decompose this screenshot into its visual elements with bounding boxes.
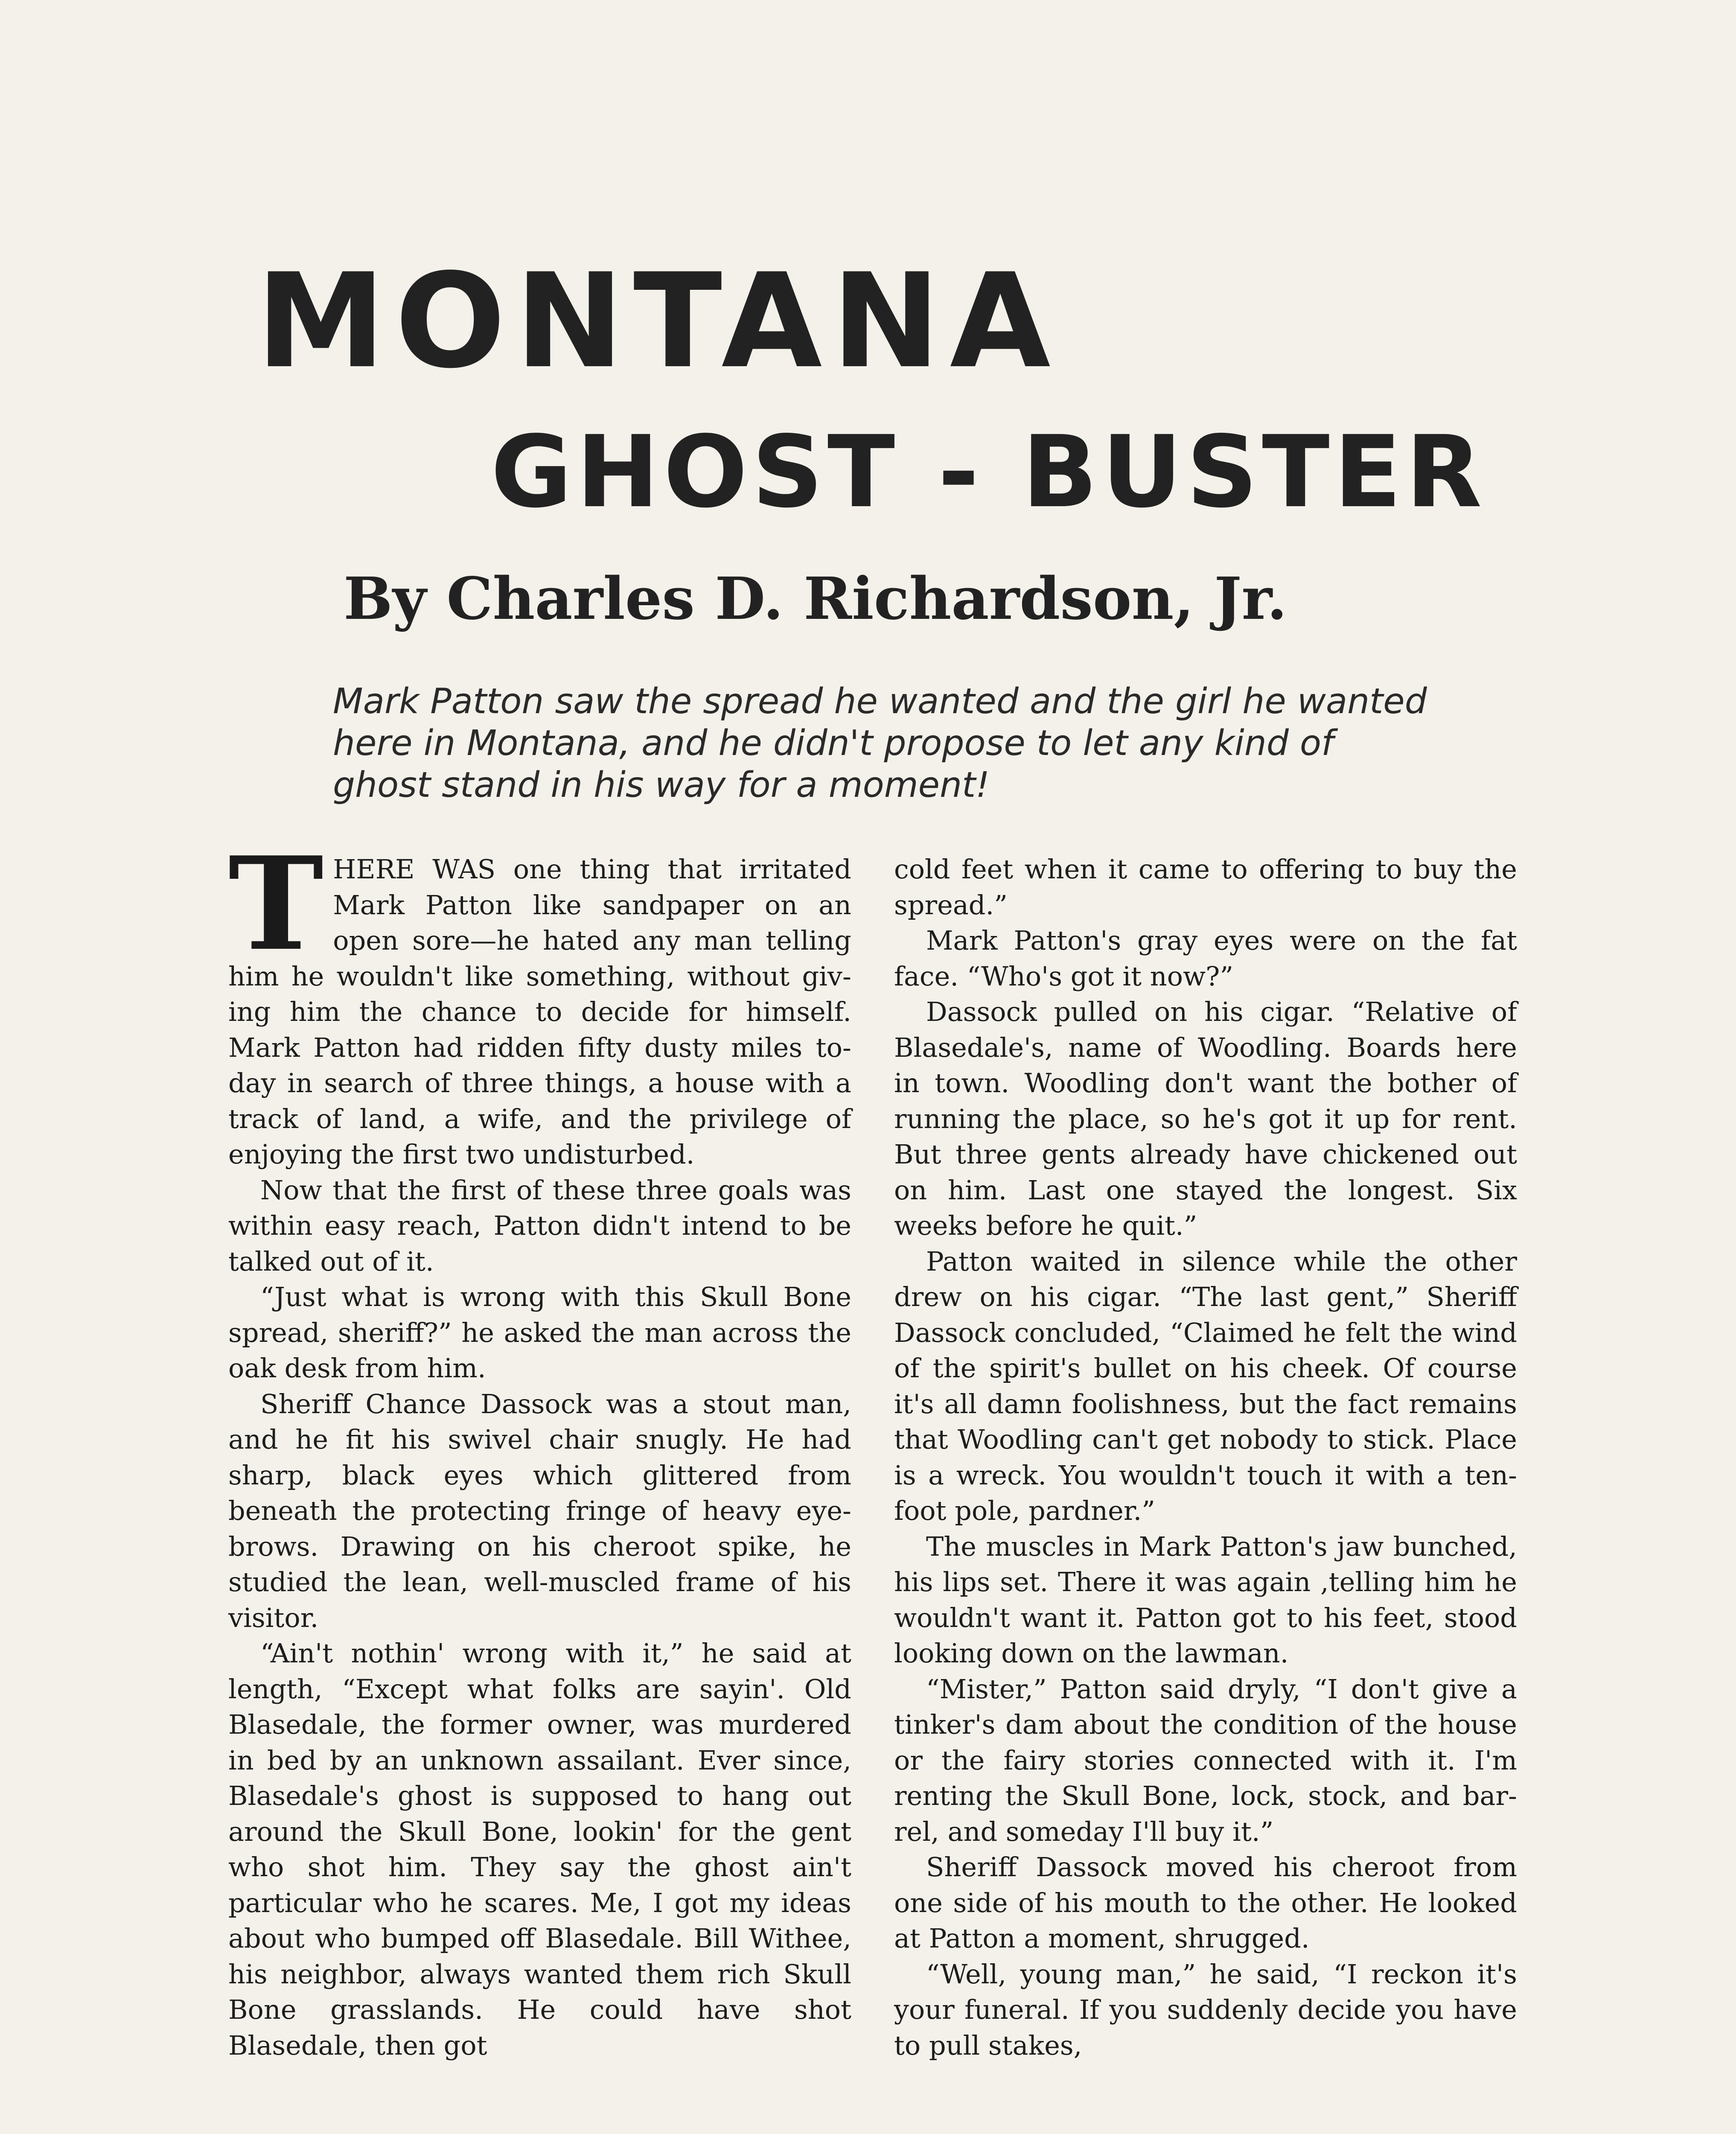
paragraph: Patton waited in silence while the other drew on his cigar. “The last gent,” Sheriff Dassock concluded, “Claimed he felt the wind of the spirit's bullet on his cheek. Of course it's all damn foolishness, but the fact remains that Woodling can't get nobody to stick. Place is a wreck. You wouldn't touch it with a ten-foot pole, pardner.” [894, 1245, 1517, 1526]
story-blurb: Mark Patton saw the spread he wanted and the girl he wanted here in Montana, and he didn't propose to let any kind of ghost stand in his way for a moment! [333, 681, 1427, 805]
paragraph: “Ain't nothin' wrong with it,” he said at length, “Except what folks are sayin'. Old Blasedale, the former owner, was murdered in bed by an unknown assailant. Ever since, Blasedale's ghost is supposed to hang out around the Skull Bone, lookin' for the gent who shot him. They say the ghost ain't particular who he scares. Me, I got my ideas about who bumped off Blasedale. Bill Withee, his neighbor, always wanted them rich Skull Bone grasslands. He could have shot Blasedale, then got [228, 1638, 851, 2061]
paragraph: “Mister,” Patton said dryly, “I don't give a tinker's dam about the condition of the house or the fairy stories connected with it. I'm renting the Skull Bone, lock, stock, and barrel, and someday I'll buy it.” [894, 1673, 1517, 1847]
byline: By Charles D. Richardson, Jr. [344, 565, 1287, 633]
paragraph: Now that the first of these three goals was within easy reach, Patton didn't intend to be talked out of it. [228, 1174, 851, 1277]
paragraph: “Well, young man,” he said, “I reckon it's your funeral. If you suddenly decide you have to pull stakes, [894, 1958, 1517, 2061]
paragraph: Mark Patton's gray eyes were on the fat face. “Who's got it now?” [894, 925, 1517, 992]
paragraph: Dassock pulled on his cigar. “Relative of Blasedale's, name of Woodling. Boards here in town. Woodling don't want the bother of running the place, so he's got it up for rent. But three gents already have chickened out on him. Last one stayed the longest. Six weeks before he quit.” [894, 996, 1517, 1241]
paragraph: cold feet when it came to offering to buy the spread.” [894, 854, 1517, 921]
paragraph: “Just what is wrong with this Skull Bone spread, sheriff?” he asked the man across the oak desk from him. [228, 1281, 851, 1384]
paragraph: The muscles in Mark Patton's jaw bunched, his lips set. There it was again ,telling him he wouldn't want it. Patton got to his feet, stood looking down on the lawman. [894, 1531, 1517, 1669]
paragraph: HERE WAS one thing that irritated Mark Patton like sandpaper on an open sore—he hated any man telling him he wouldn't like something, without giving him the chance to decide for himself. Mark Patton had ridden fifty dusty miles to-day in search of three things, a house with a track of land, a wife, and the privilege of enjoying the first two undisturbed. [228, 854, 851, 1170]
left-column [228, 828, 851, 2063]
title-line-1: MONTANA [256, 245, 1060, 397]
right-column [894, 851, 1517, 2063]
title-line-2: GHOST - BUSTER [491, 414, 1486, 530]
drop-cap: T [228, 828, 324, 979]
paragraph: Sheriff Dassock moved his cheroot from one side of his mouth to the other. He looked at Patton a moment, shrugged. [894, 1851, 1517, 1954]
paragraph: Sheriff Chance Dassock was a stout man, and he fit his swivel chair snugly. He had sharp, black eyes which glittered from beneath the protecting fringe of heavy eyebrows. Drawing on his cheroot spike, he studied the lean, well-muscled frame of his visitor. [228, 1388, 851, 1633]
